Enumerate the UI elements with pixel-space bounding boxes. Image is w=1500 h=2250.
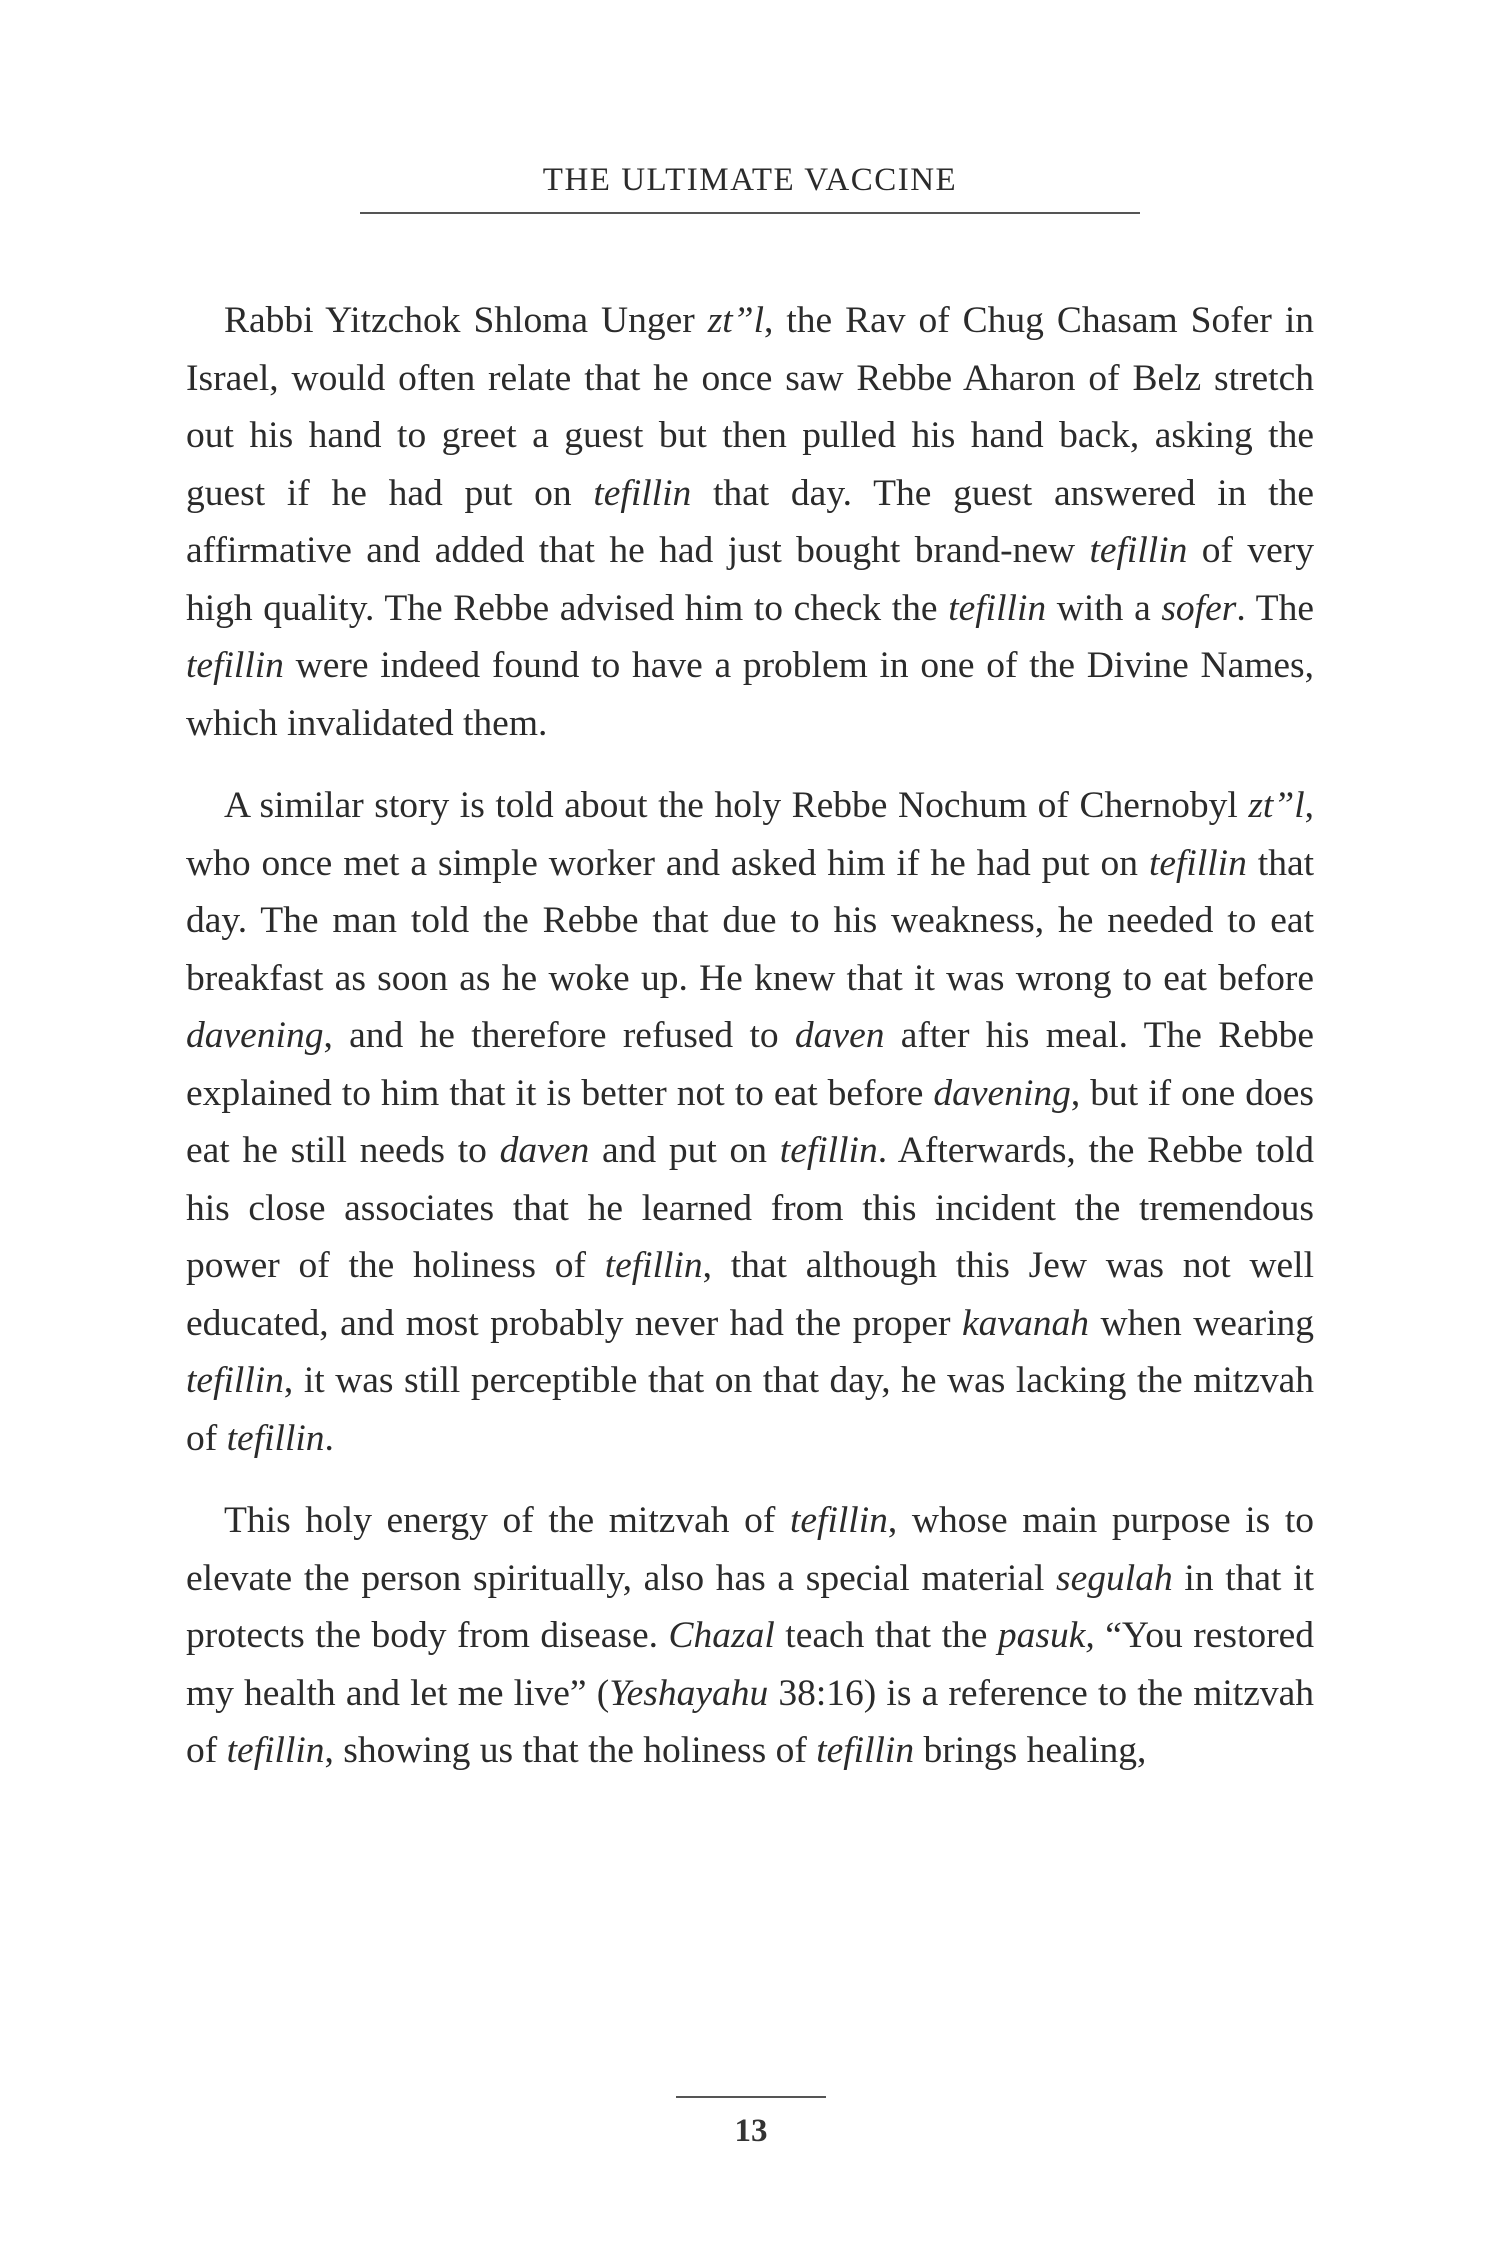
italic-term: kavanah: [961, 1302, 1090, 1344]
italic-term: tefillin: [186, 645, 284, 686]
text-run: , the Rav of Chug Chasam Sofer in Israel, would often relate that he once saw Rebbe Aharon of Belz stretch out his hand to greet a guest but then pulled his hand back, asking the guest if he had put on: [186, 300, 1314, 514]
text-run: .: [324, 1417, 334, 1459]
italic-term: tefillin: [816, 1730, 915, 1771]
text-run: A similar story is told about the holy Rebbe Nochum of Chernobyl: [224, 785, 1249, 826]
running-head: THE ULTIMATE VACCINE: [542, 162, 958, 198]
text-run: “You restored my health and let me live” (: [186, 1615, 1315, 1714]
text-run: This holy energy of the mitzvah of: [224, 1500, 790, 1541]
text-run: , that although this Jew was not well educated, and most probably never had the proper: [186, 1245, 1315, 1344]
text-run: 38:16) is a reference to the mitzvah of: [186, 1672, 1314, 1771]
text-run: with a: [1046, 587, 1162, 629]
italic-term: tefillin: [226, 1730, 325, 1771]
italic-term: tefillin: [1089, 530, 1188, 571]
paragraph: [186, 1492, 1314, 1780]
text-run: , it was still perceptible that on that day, he was lacking the mitzvah of: [186, 1360, 1314, 1459]
body-text: [186, 292, 1314, 1780]
text-run: after his meal. The Rebbe explained to him that it is better not to eat before: [186, 1015, 1314, 1114]
text-run: that day. The guest answered in the affirmative and added that he had just bought brand-new: [186, 472, 1314, 571]
italic-term: pasuk,: [997, 1615, 1095, 1656]
italic-term: davening: [186, 1015, 324, 1056]
italic-term: daven: [794, 1015, 885, 1056]
text-run: , showing us that the holiness of: [324, 1730, 817, 1771]
italic-term: Chazal: [668, 1615, 775, 1656]
text-run: teach that the: [774, 1615, 998, 1656]
italic-term: tefillin: [604, 1245, 703, 1286]
header-rule: [360, 212, 1140, 214]
text-run: were indeed found to have a problem in one of the Divine Names, which invalidated them.: [186, 645, 1314, 744]
text-run: in that it protects the body from disease.: [186, 1557, 1314, 1656]
italic-term: tefillin: [1148, 842, 1247, 884]
paragraph: [186, 292, 1314, 752]
text-run: , but if one does eat he still needs to: [186, 1072, 1314, 1171]
italic-term: Yeshayahu: [609, 1672, 769, 1714]
italic-term: davening: [933, 1072, 1071, 1114]
italic-term: sofer: [1161, 587, 1237, 629]
italic-term: tefillin: [789, 1500, 888, 1541]
italic-term: daven: [499, 1130, 590, 1171]
text-run: . The: [1236, 587, 1314, 629]
paragraph: [186, 777, 1314, 1467]
italic-term: tefillin: [948, 587, 1047, 629]
text-run: of very high quality. The Rebbe advised him to check the: [186, 530, 1315, 629]
text-run: brings healing,: [914, 1730, 1147, 1771]
text-run: and put on: [589, 1130, 780, 1171]
text-run: when wearing: [1089, 1302, 1314, 1344]
text-run: Rabbi Yitzchok Shloma Unger: [224, 300, 708, 341]
text-run: . Afterwards, the Rebbe told his close associates that he learned from this incident the tremendous power of the holiness of: [186, 1130, 1315, 1286]
italic-term: segulah: [1056, 1557, 1173, 1599]
footer-rule: [676, 2096, 826, 2098]
italic-term: tefillin: [186, 1360, 284, 1401]
text-run: , who once met a simple worker and asked him if he had put on: [186, 785, 1314, 884]
italic-term: zt”l: [1248, 785, 1305, 826]
page-number: 13: [734, 2113, 768, 2149]
italic-term: tefillin: [779, 1130, 878, 1171]
italic-term: zt”l: [707, 300, 764, 341]
text-run: that day. The man told the Rebbe that due to his weakness, he needed to eat breakfast as soon as he woke up. He knew that it was wrong to eat before: [186, 842, 1315, 999]
italic-term: tefillin: [226, 1417, 325, 1459]
text-run: , whose main purpose is to elevate the person spiritually, also has a special material: [186, 1500, 1314, 1599]
italic-term: tefillin: [593, 472, 692, 514]
text-run: , and he therefore refused to: [323, 1015, 795, 1056]
